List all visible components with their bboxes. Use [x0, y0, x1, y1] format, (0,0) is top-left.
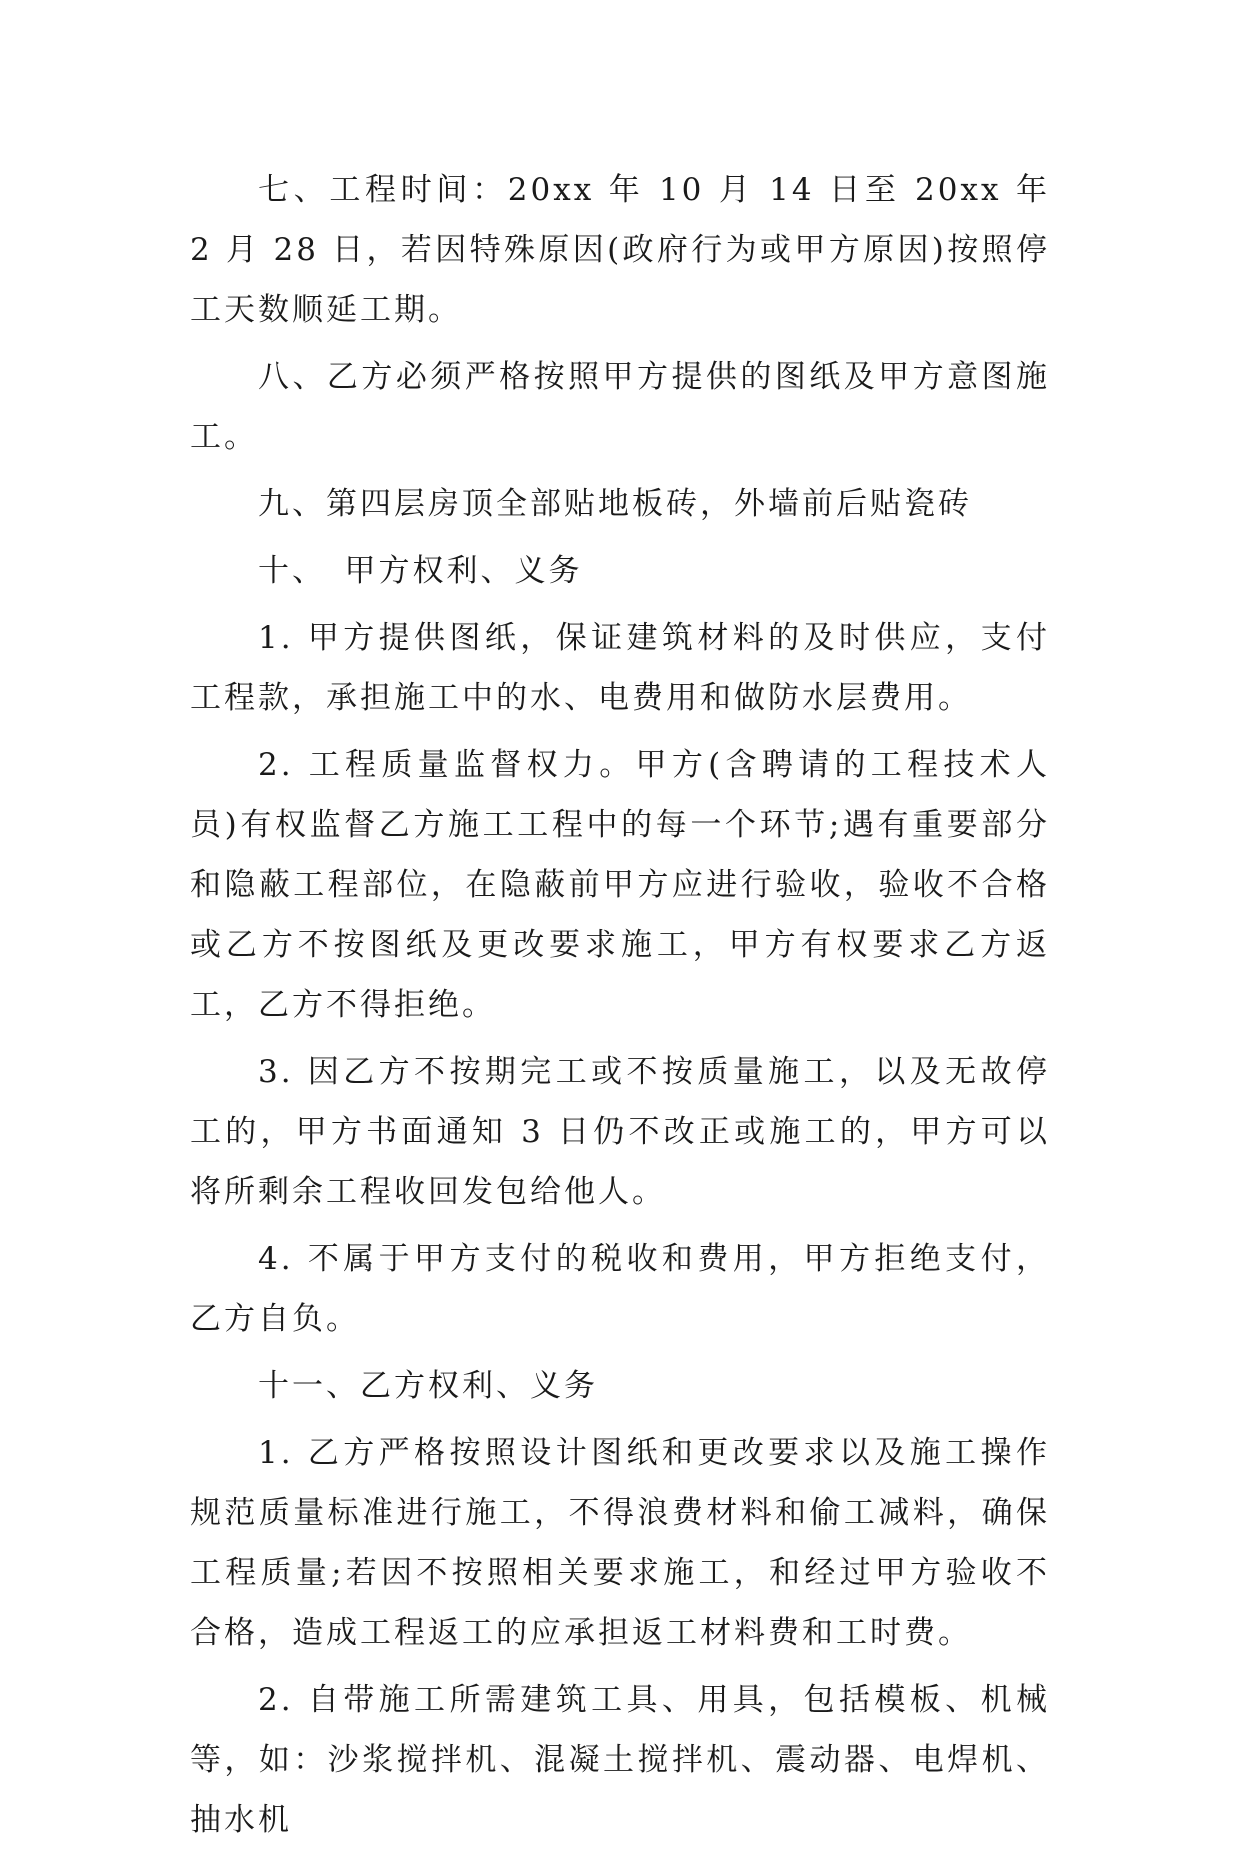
paragraph-clause-7: 七、工程时间：20xx 年 10 月 14 日至 20xx 年 2 月 28 日，若因特殊原因(政府行为或甲方原因)按照停工天数顺延工期。	[190, 172, 1050, 328]
paragraph-party-a-4: 4. 不属于甲方支付的税收和费用，甲方拒绝支付，乙方自负。	[190, 1241, 1050, 1337]
paragraph-party-a-1: 1. 甲方提供图纸，保证建筑材料的及时供应，支付工程款，承担施工中的水、电费用和做防水层费用。	[190, 620, 1050, 716]
paragraph-clause-8: 八、乙方必须严格按照甲方提供的图纸及甲方意图施工。	[190, 359, 1050, 455]
paragraph-party-a-2: 2. 工程质量监督权力。甲方(含聘请的工程技术人员)有权监督乙方施工工程中的每一个环节;遇有重要部分和隐蔽工程部位，在隐蔽前甲方应进行验收，验收不合格或乙方不按图纸及更改要求施工，甲方有权要求乙方返工，乙方不得拒绝。	[190, 747, 1050, 1023]
section-heading-party-b: 十一、乙方权利、义务	[258, 1368, 598, 1404]
document-page	[190, 160, 1050, 1857]
paragraph-clause-9: 九、第四层房顶全部贴地板砖，外墙前后贴瓷砖	[258, 486, 972, 522]
paragraph-party-b-1: 1. 乙方严格按照设计图纸和更改要求以及施工操作规范质量标准进行施工，不得浪费材料和偷工减料，确保工程质量;若因不按照相关要求施工，和经过甲方验收不合格，造成工程返工的应承担返工材料费和工时费。	[190, 1435, 1050, 1651]
paragraph-party-a-3: 3. 因乙方不按期完工或不按质量施工，以及无故停工的，甲方书面通知 3 日仍不改正或施工的，甲方可以将所剩余工程收回发包给他人。	[190, 1054, 1050, 1210]
section-heading-party-a: 十、 甲方权利、义务	[258, 553, 583, 589]
paragraph-party-b-2: 2. 自带施工所需建筑工具、用具，包括模板、机械等，如：沙浆搅拌机、混凝土搅拌机、震动器、电焊机、抽水机	[190, 1682, 1050, 1838]
